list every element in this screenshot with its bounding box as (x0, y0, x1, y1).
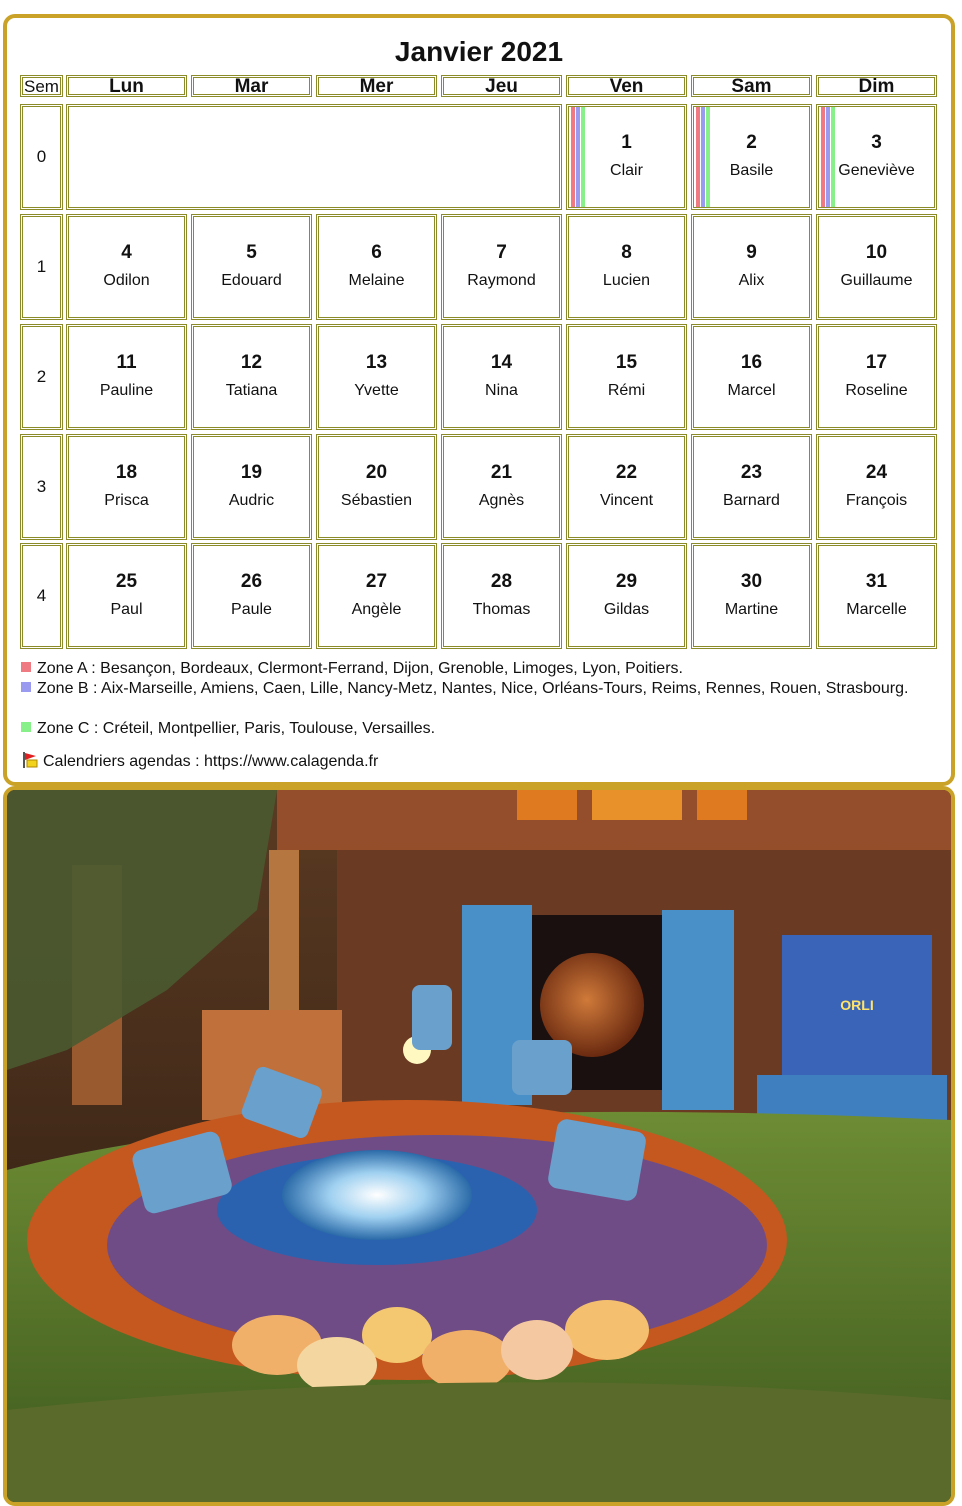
saint-name: Paule (231, 601, 272, 618)
day-number: 25 (115, 571, 138, 592)
day-cell[interactable] (691, 543, 812, 649)
fountain-water (282, 1150, 472, 1240)
day-number: 5 (246, 242, 257, 263)
day-number: 26 (240, 571, 263, 592)
saint-name: Clair (610, 162, 643, 179)
week-number: 0 (20, 104, 63, 210)
saint-name: Marcel (727, 382, 776, 399)
saint-name: Marcelle (846, 601, 907, 618)
day-cell[interactable] (191, 214, 312, 320)
footer-link[interactable]: Calendriers agendas : https://www.calagenda.fr (43, 753, 379, 770)
zone-a-text: Zone A : Besançon, Bordeaux, Clermont-Ferrand, Dijon, Grenoble, Limoges, Lyon, Poitiers. (37, 660, 683, 677)
day-cell[interactable] (316, 214, 437, 320)
legend-footer (21, 751, 921, 772)
holiday-stripe (821, 107, 825, 207)
legend-zone-b (21, 679, 921, 699)
day-number: 4 (121, 242, 132, 263)
day-number: 16 (740, 352, 763, 373)
header-ven: Ven (566, 75, 687, 97)
day-number: 27 (365, 571, 388, 592)
saint-name: Thomas (472, 601, 531, 618)
saint-name: Roseline (845, 382, 908, 399)
week-number: 2 (20, 324, 63, 430)
saint-name: Lucien (602, 272, 651, 289)
day-cell[interactable] (191, 324, 312, 430)
holiday-stripe (576, 107, 580, 207)
photo-frame (3, 786, 955, 1506)
holiday-stripe (706, 107, 710, 207)
day-cell[interactable] (316, 434, 437, 540)
saint-name: Geneviève (838, 162, 915, 179)
calendar-flag-icon (21, 751, 39, 769)
day-cell[interactable] (441, 324, 562, 430)
calendar-frame (3, 14, 955, 786)
header-sem: Sem (20, 75, 63, 97)
day-number: 7 (496, 242, 507, 263)
day-cell[interactable] (816, 434, 937, 540)
day-cell[interactable] (441, 214, 562, 320)
saint-name: Edouard (221, 272, 282, 289)
watering-can-3 (412, 985, 452, 1050)
day-cell[interactable] (691, 104, 812, 210)
day-cell[interactable] (441, 543, 562, 649)
saint-name: Pauline (99, 382, 154, 399)
day-number: 1 (621, 132, 632, 153)
garden-photo (7, 790, 951, 1502)
saint-name: Guillaume (840, 272, 913, 289)
zone-b-text: Zone B : Aix-Marseille, Amiens, Caen, Lille, Nancy-Metz, Nantes, Nice, Orléans-Tours, Reims, Rennes, Rouen, Strasbourg. (37, 680, 909, 697)
day-number: 30 (740, 571, 763, 592)
foreground-flowers (7, 1382, 951, 1502)
saint-name: Yvette (354, 382, 399, 399)
watering-can-4 (512, 1040, 572, 1095)
zone-c-text: Zone C : Créteil, Montpellier, Paris, Toulouse, Versailles. (37, 720, 436, 737)
day-number: 22 (615, 462, 638, 483)
day-cell[interactable] (441, 434, 562, 540)
day-number: 2 (746, 132, 757, 153)
saint-name: François (845, 492, 908, 509)
day-number: 13 (365, 352, 388, 373)
day-number: 19 (240, 462, 263, 483)
box-label: ORLI (840, 997, 874, 1013)
saint-name: Agnès (478, 492, 525, 509)
saint-name: Melaine (348, 272, 405, 289)
day-number: 12 (240, 352, 263, 373)
day-cell[interactable] (566, 214, 687, 320)
header-mar: Mar (191, 75, 312, 97)
calendar-title: Janvier 2021 (394, 36, 564, 67)
day-number: 23 (740, 462, 763, 483)
holiday-stripes (694, 107, 712, 207)
day-number: 29 (615, 571, 638, 592)
saint-name: Gildas (603, 601, 650, 618)
week-number: 3 (20, 434, 63, 540)
day-number: 9 (746, 242, 757, 263)
day-number: 31 (865, 571, 888, 592)
day-cell[interactable] (316, 543, 437, 649)
header-sam: Sam (691, 75, 812, 97)
holiday-stripes (569, 107, 587, 207)
day-cell[interactable] (566, 434, 687, 540)
day-cell[interactable] (566, 543, 687, 649)
day-cell[interactable] (691, 214, 812, 320)
roof-panel-3 (697, 790, 747, 820)
day-cell[interactable] (816, 324, 937, 430)
day-number: 8 (621, 242, 632, 263)
week-number: 4 (20, 543, 63, 649)
holiday-stripe (831, 107, 835, 207)
day-cell[interactable] (66, 543, 187, 649)
holiday-stripe (826, 107, 830, 207)
day-cell[interactable] (191, 434, 312, 540)
roof-panel-1 (517, 790, 577, 820)
squash-5 (297, 1337, 377, 1393)
day-number: 6 (371, 242, 382, 263)
header-mer: Mer (316, 75, 437, 97)
squash-3 (422, 1330, 512, 1390)
day-cell[interactable] (566, 324, 687, 430)
day-number: 21 (490, 462, 513, 483)
day-number: 17 (865, 352, 888, 373)
roof-panel-2 (592, 790, 682, 820)
day-cell[interactable] (566, 104, 687, 210)
saint-name: Alix (738, 272, 765, 289)
holiday-stripes (819, 107, 837, 207)
saint-name: Martine (724, 601, 779, 618)
day-cell[interactable] (691, 434, 812, 540)
legend-zone-a (21, 659, 921, 679)
day-number: 14 (490, 352, 513, 373)
holiday-stripe (581, 107, 585, 207)
header-dim: Dim (816, 75, 937, 97)
holiday-stripe (701, 107, 705, 207)
saint-name: Tatiana (225, 382, 278, 399)
week-number: 1 (20, 214, 63, 320)
day-cell[interactable] (816, 214, 937, 320)
squash-4 (565, 1300, 649, 1360)
day-cell[interactable] (691, 324, 812, 430)
day-number: 18 (115, 462, 138, 483)
day-cell[interactable] (316, 324, 437, 430)
saint-name: Raymond (467, 272, 536, 289)
saint-name: Nina (485, 382, 518, 399)
day-number: 3 (871, 132, 882, 153)
day-number: 15 (615, 352, 638, 373)
saint-name: Angèle (351, 601, 402, 618)
day-number: 10 (865, 242, 888, 263)
day-number: 20 (365, 462, 388, 483)
saint-name: Prisca (104, 492, 149, 509)
legend-zone-c (21, 719, 921, 739)
holiday-stripe (696, 107, 700, 207)
day-number: 24 (865, 462, 888, 483)
empty-days (66, 104, 562, 210)
day-cell[interactable] (66, 214, 187, 320)
holiday-stripe (571, 107, 575, 207)
day-cell[interactable] (66, 324, 187, 430)
day-cell[interactable] (816, 104, 937, 210)
saint-name: Audric (228, 492, 275, 509)
saint-name: Barnard (723, 492, 780, 509)
saint-name: Vincent (599, 492, 654, 509)
header-lun: Lun (66, 75, 187, 97)
day-number: 11 (116, 352, 137, 373)
saint-name: Rémi (607, 382, 646, 399)
day-cell[interactable] (816, 543, 937, 649)
zone-a-swatch (21, 662, 31, 672)
squash-6 (501, 1320, 573, 1380)
saint-name: Sébastien (340, 492, 413, 509)
saint-name: Basile (729, 162, 774, 179)
day-number: 28 (490, 571, 513, 592)
day-cell[interactable] (191, 543, 312, 649)
shutter-right (662, 910, 734, 1110)
day-cell[interactable] (66, 434, 187, 540)
saint-name: Paul (110, 601, 143, 618)
header-jeu: Jeu (441, 75, 562, 97)
zone-b-swatch (21, 682, 31, 692)
saint-name: Odilon (103, 272, 150, 289)
zone-c-swatch (21, 722, 31, 732)
